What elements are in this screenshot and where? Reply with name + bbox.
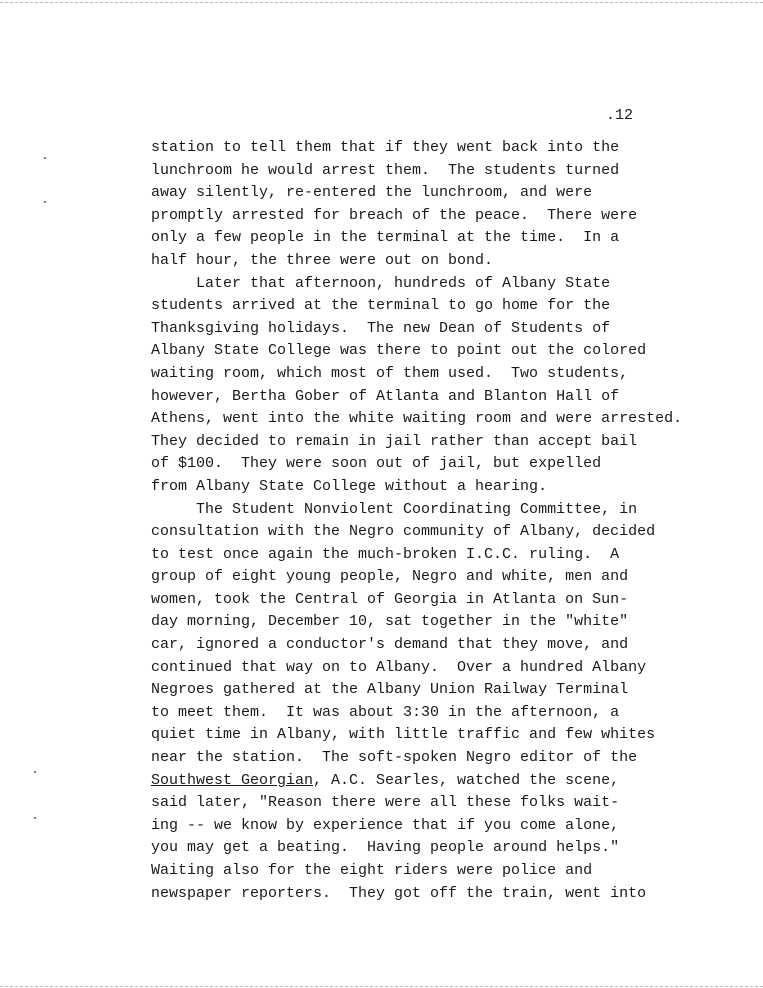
text-line: lunchroom he would arrest them. The students turned: [151, 161, 620, 179]
text-line-remainder: , A.C. Searles, watched the scene,: [313, 771, 620, 789]
scan-edge-bottom: [0, 986, 763, 987]
text-line: group of eight young people, Negro and white, men and: [151, 568, 629, 586]
newspaper-title: Southwest Georgian: [151, 771, 314, 789]
text-line: to test once again the much-broken I.C.C. ruling. A: [151, 545, 620, 563]
text-line: however, Bertha Gober of Atlanta and Blanton Hall of: [151, 387, 620, 405]
text-line: consultation with the Negro community of Albany, decided: [151, 523, 656, 541]
text-line: Athens, went into the white waiting room and were arrested.: [151, 410, 683, 428]
scan-edge-top: [0, 2, 763, 3]
text-line: near the station. The soft-spoken Negro editor of the: [151, 749, 638, 767]
text-line: half hour, the three were out on bond.: [151, 251, 494, 269]
text-line: They decided to remain in jail rather than accept bail: [151, 432, 638, 450]
text-line: Thanksgiving holidays. The new Dean of Students of: [151, 319, 611, 337]
scan-speck: [44, 201, 46, 203]
text-line: quiet time in Albany, with little traffic and few whites: [151, 726, 656, 744]
scan-speck: [34, 771, 36, 773]
text-line: newspaper reporters. They got off the train, went into: [151, 884, 647, 902]
text-line: students arrived at the terminal to go home for the: [151, 297, 611, 315]
text-line: away silently, re-entered the lunchroom, and were: [151, 184, 593, 202]
scan-speck: [44, 157, 46, 159]
text-line-with-title: [151, 770, 751, 793]
text-line: from Albany State College without a hearing.: [151, 477, 548, 495]
scan-speck: [34, 817, 36, 819]
text-line: Later that afternoon, hundreds of Albany State: [151, 274, 611, 292]
text-line: you may get a beating. Having people around helps.": [151, 839, 620, 857]
text-line: day morning, December 10, sat together in the "white": [151, 613, 629, 631]
text-line: of $100. They were soon out of jail, but expelled: [151, 455, 602, 473]
text-line: waiting room, which most of them used. Two students,: [151, 364, 629, 382]
text-line: said later, "Reason there were all these folks wait-: [151, 794, 620, 812]
text-line: ing -- we know by experience that if you come alone,: [151, 816, 620, 834]
text-line: women, took the Central of Georgia in Atlanta on Sun-: [151, 590, 629, 608]
text-line: Albany State College was there to point out the colored: [151, 342, 647, 360]
text-line: The Student Nonviolent Coordinating Committee, in: [151, 500, 638, 518]
text-line: station to tell them that if they went back into the: [151, 139, 620, 156]
page-number: .12: [606, 107, 634, 124]
text-line: car, ignored a conductor's demand that they move, and: [151, 636, 629, 654]
text-line: Waiting also for the eight riders were police and: [151, 862, 593, 879]
text-line: promptly arrested for breach of the peace. There were: [151, 206, 638, 224]
text-line: only a few people in the terminal at the time. In a: [151, 229, 620, 247]
text-line: Negroes gathered at the Albany Union Railway Terminal: [151, 681, 629, 699]
body-text: [151, 137, 751, 905]
text-line: continued that way on to Albany. Over a hundred Albany: [151, 658, 647, 676]
text-line: to meet them. It was about 3:30 in the afternoon, a: [151, 703, 620, 721]
